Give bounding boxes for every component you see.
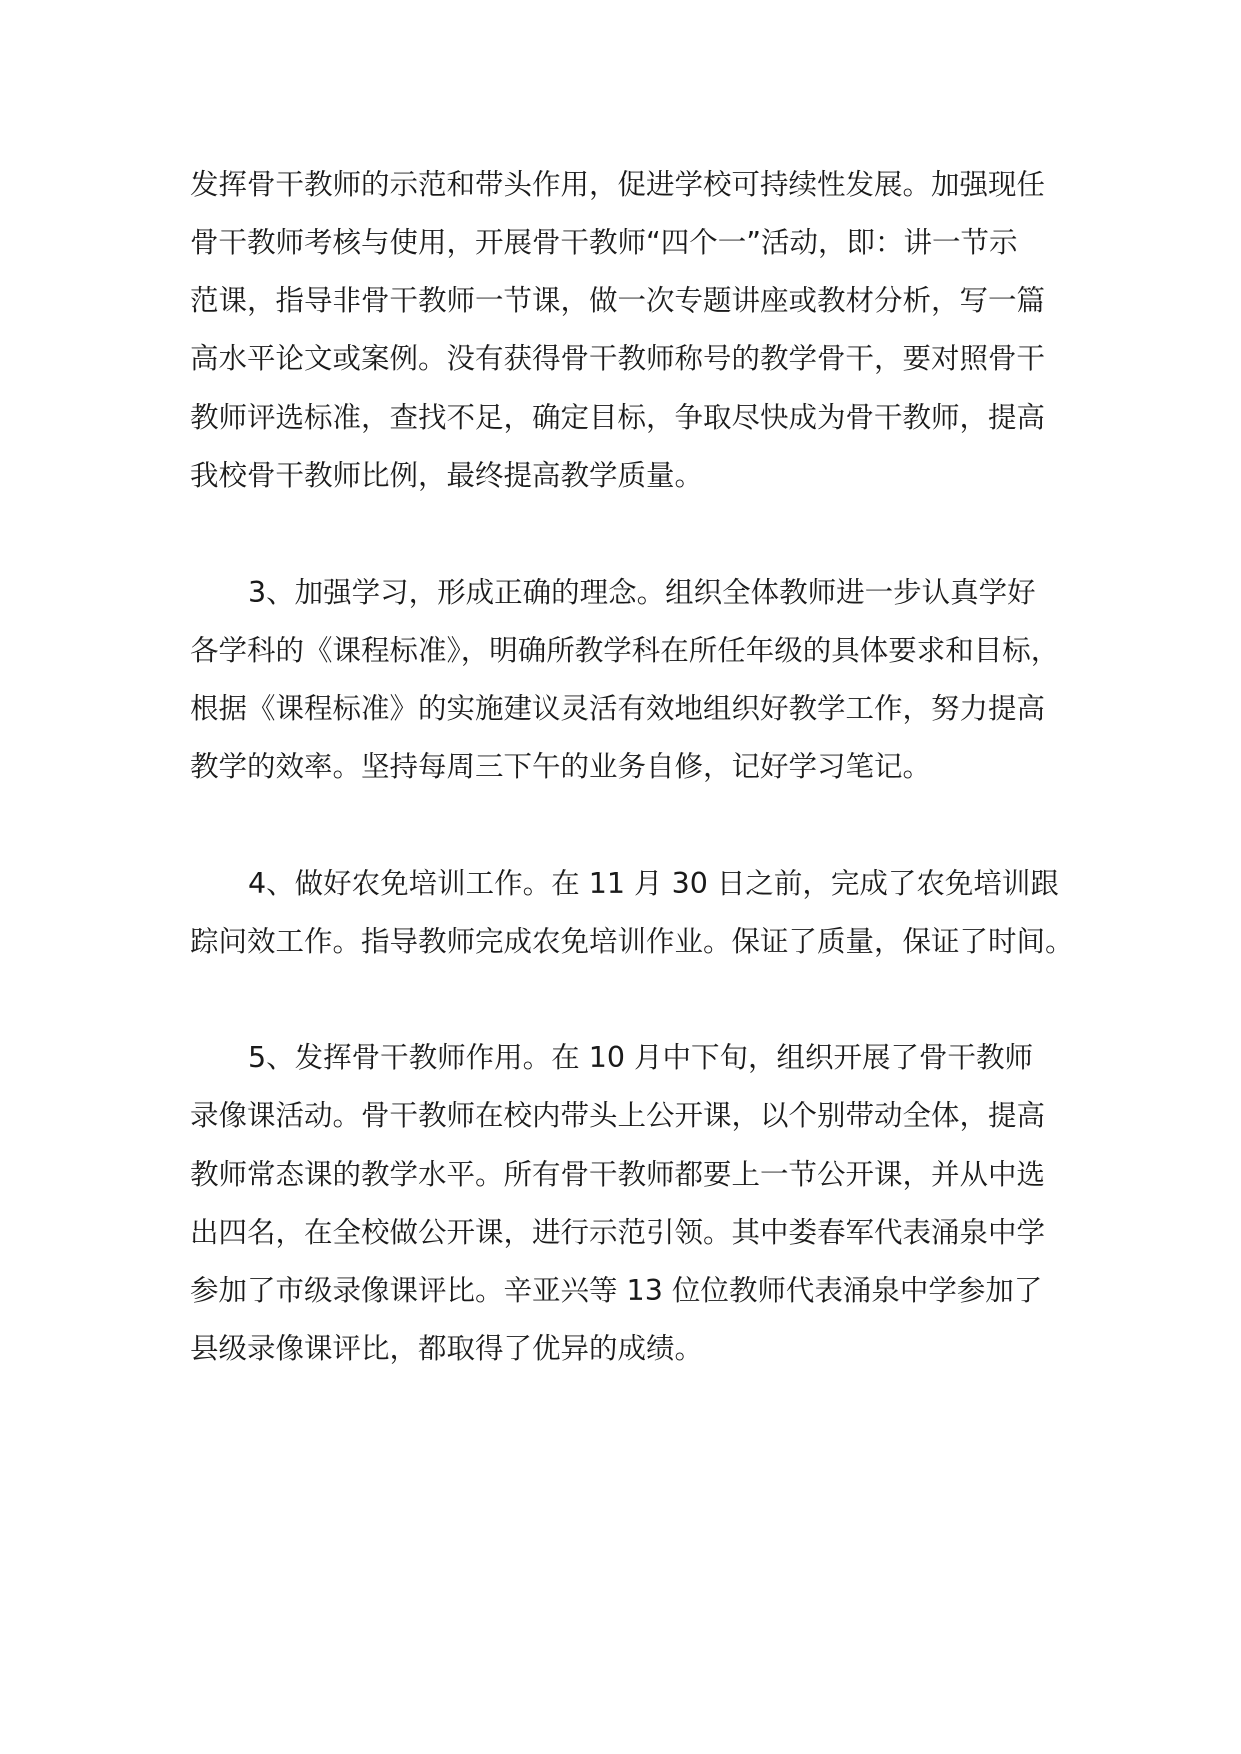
paragraph-1-line-5: 教师评选标准，查找不足，确定目标，争取尽快成为骨干教师，提高: [190, 401, 1046, 434]
paragraph-3-line-1: 4、做好农免培训工作。在 11 月 30 日之前，完成了农免培训跟: [248, 867, 1059, 900]
paragraph-2-line-4: 教学的效率。坚持每周三下午的业务自修，记好学习笔记。: [190, 750, 932, 783]
paragraph-4-line-4: 出四名，在全校做公开课，进行示范引领。其中娄春军代表涌泉中学: [190, 1216, 1046, 1249]
paragraph-1-line-1: 发挥骨干教师的示范和带头作用，促进学校可持续性发展。加强现任: [190, 168, 1046, 201]
paragraph-4-line-2: 录像课活动。骨干教师在校内带头上公开课，以个别带动全体，提高: [190, 1099, 1046, 1132]
paragraph-2-line-3: 根据《课程标准》的实施建议灵活有效地组织好教学工作，努力提高: [190, 692, 1046, 725]
paragraph-4-line-6: 县级录像课评比，都取得了优异的成绩。: [190, 1332, 704, 1365]
paragraph-2-line-1: 3、加强学习，形成正确的理念。组织全体教师进一步认真学好: [248, 576, 1036, 609]
paragraph-1-line-2: 骨干教师考核与使用，开展骨干教师“四个一”活动，即：讲一节示: [190, 226, 1018, 259]
paragraph-4-line-5: 参加了市级录像课评比。辛亚兴等 13 位位教师代表涌泉中学参加了: [190, 1274, 1043, 1307]
paragraph-2-line-2: 各学科的《课程标准》，明确所教学科在所任年级的具体要求和目标，: [190, 634, 1060, 667]
paragraph-1-line-4: 高水平论文或案例。没有获得骨干教师称号的教学骨干，要对照骨干: [190, 342, 1046, 375]
paragraph-3-line-2: 踪问效工作。指导教师完成农免培训作业。保证了质量，保证了时间。: [190, 925, 1074, 958]
paragraph-1-line-3: 范课，指导非骨干教师一节课，做一次专题讲座或教材分析，写一篇: [190, 284, 1046, 317]
paragraph-4-line-3: 教师常态课的教学水平。所有骨干教师都要上一节公开课，并从中选: [190, 1158, 1046, 1191]
paragraph-4-line-1: 5、发挥骨干教师作用。在 10 月中下旬，组织开展了骨干教师: [248, 1041, 1034, 1074]
paragraph-1-line-6: 我校骨干教师比例，最终提高教学质量。: [190, 459, 704, 492]
